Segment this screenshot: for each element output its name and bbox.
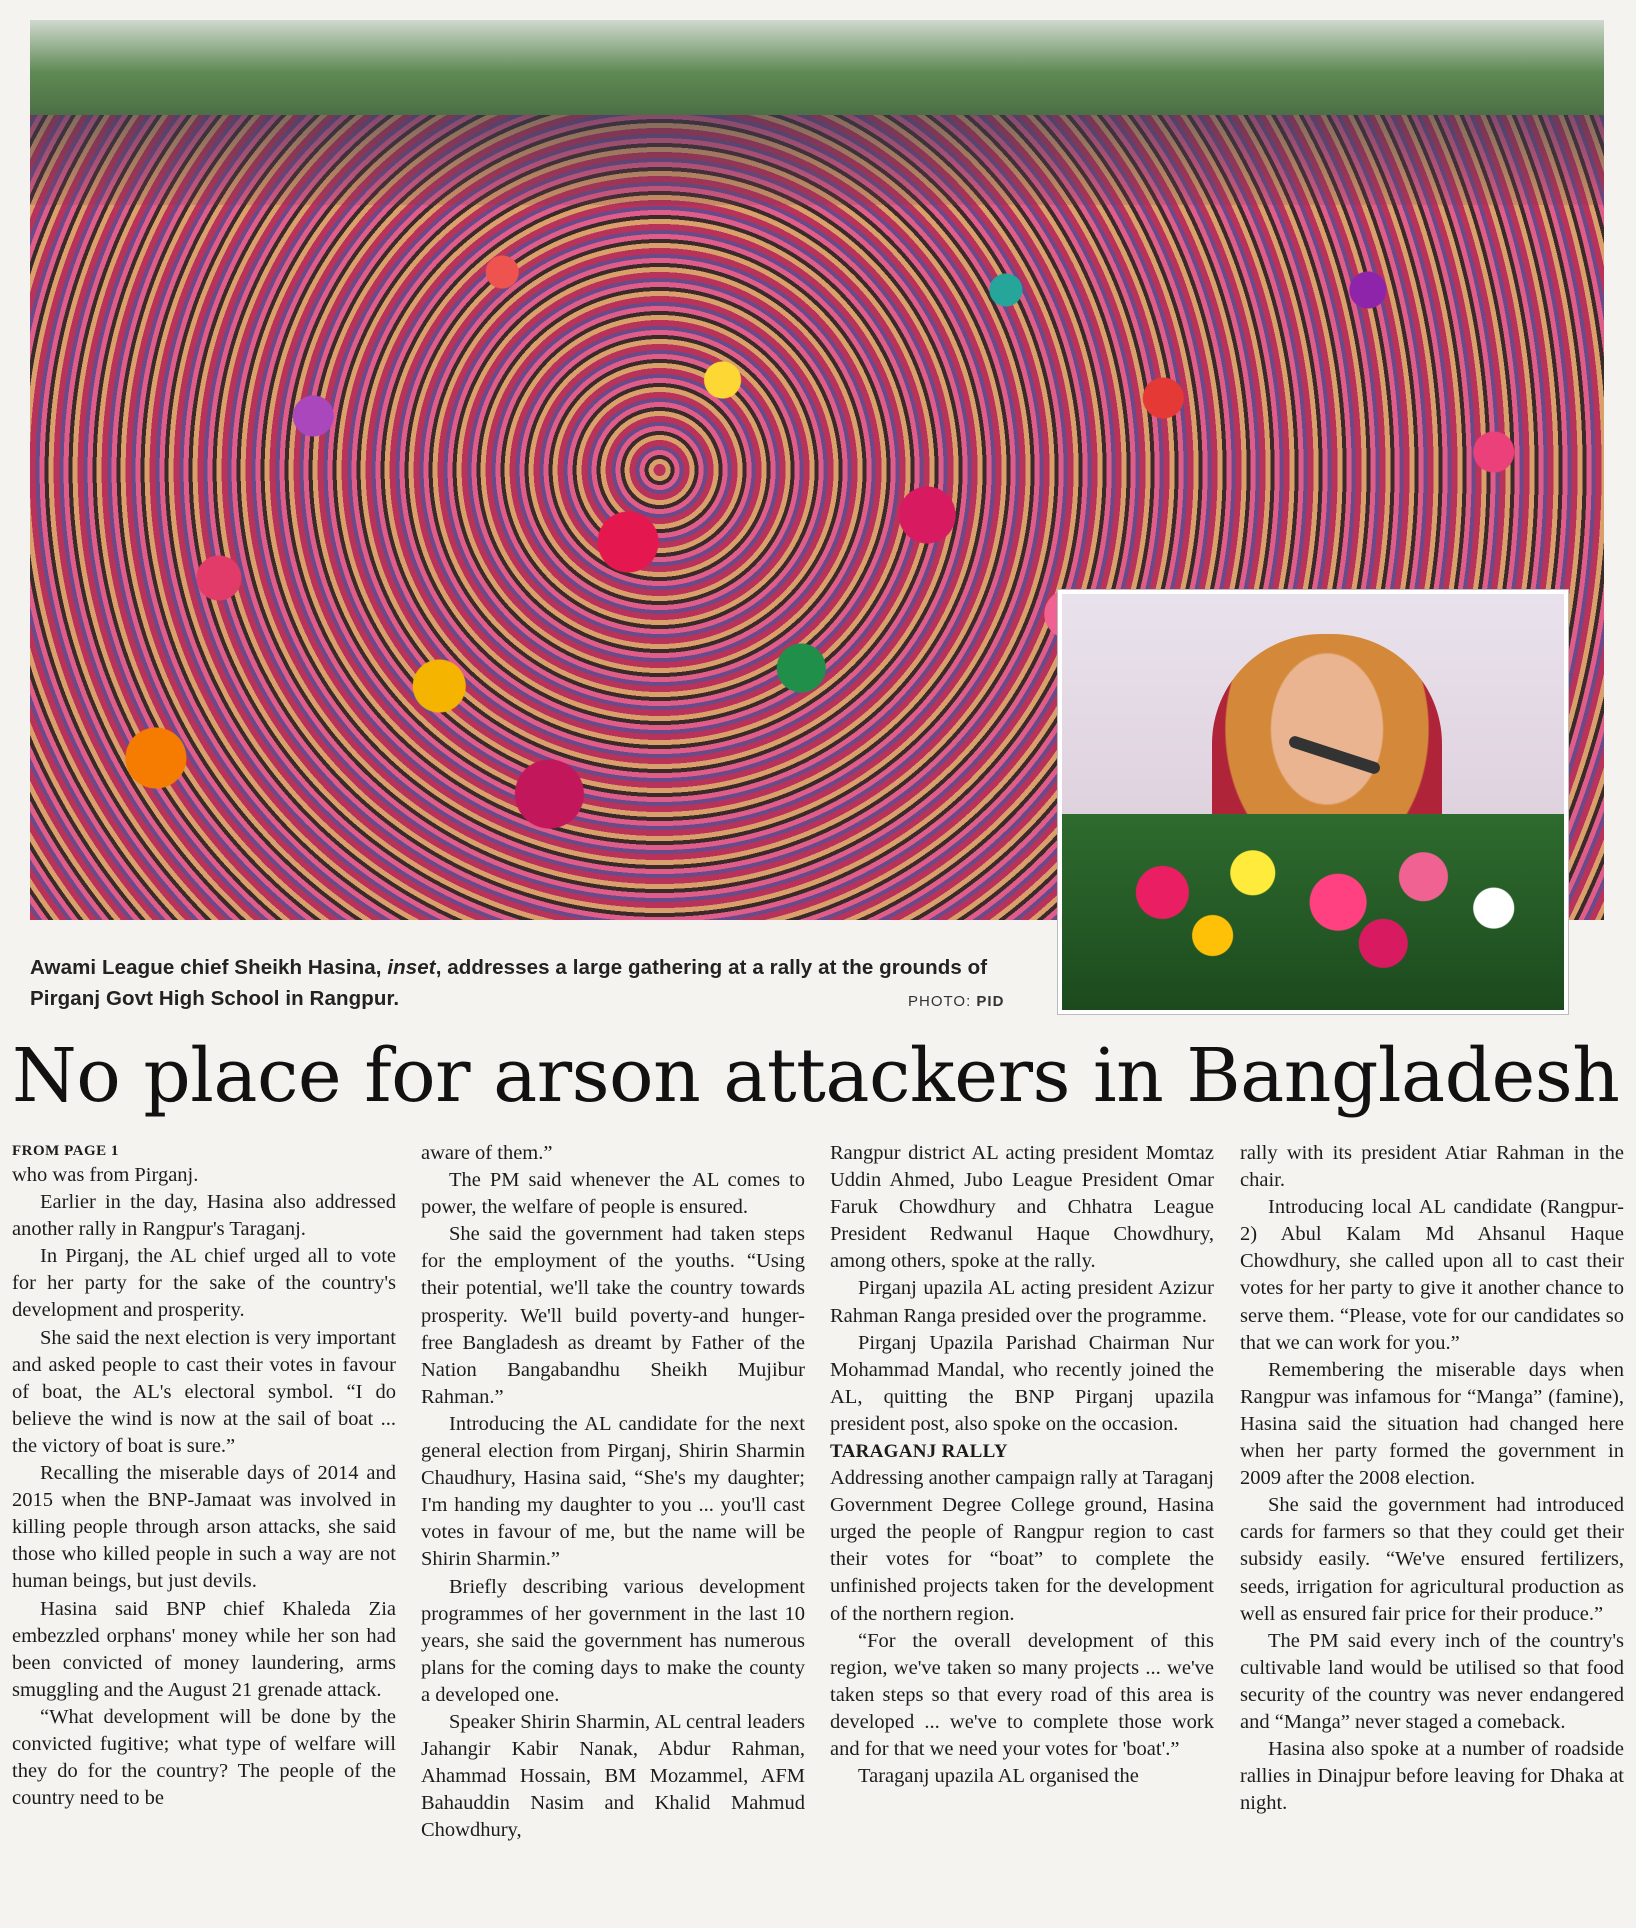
inset-photo-speaker [1058,590,1568,1014]
photo-credit-label: PHOTO: [908,993,977,1010]
paragraph: Rangpur district AL acting president Momtaz Uddin Ahmed, Jubo League President Omar Faruk Chowdhury and Chhatra League President Redwanul Haque Chowdhury, among others, spoke at the rally. [830,1142,1214,1273]
paragraph: who was from Pirganj. [12,1164,199,1186]
paragraph: She said the government had introduced cards for farmers so that they could get their subsidy easily. “We've ensured fertilizers, seeds, irrigation for agricultural production as well as ensured fair price for their produce.” [1240,1494,1624,1625]
paragraph: “For the overall development of this region, we've taken so many projects ... we've taken steps so that every road of this area is developed ... we've to complete those work and for that we need your votes for 'boat'.” [830,1629,1214,1760]
photo-stage-area [30,115,1604,205]
paragraph: aware of them.” [421,1142,553,1164]
paragraph: “What development will be done by the convicted fugitive; what type of welfare will they do for the country? The people of the country need to be [12,1705,396,1810]
caption-text-2: , addresses a large gathering at a rally at the grounds of Pirganj Govt High School in Rangpur. [30,956,988,1010]
photo-caption [30,952,1020,1014]
paragraph: Pirganj upazila AL acting president Azizur Rahman Ranga presided over the programme. [830,1277,1214,1327]
from-page-label: FROM PAGE 1 [12,1143,119,1159]
paragraph: She said the next election is very important and asked people to cast their votes in favour of boat, the AL's electoral symbol. “I do believe the wind is now at the sail of boat ... the victory of boat is sure.” [12,1326,396,1457]
photo-treeline [30,20,1604,115]
headline: No place for arson attackers in Bangladesh [12,1033,1620,1119]
paragraph: She said the government had taken steps for the employment of the youths. “Using their potential, we'll take the country towards prosperity. We'll build poverty-and hunger-free Bangladesh as dreamt by Father of the Nation Bangabandhu Sheikh Mujibur Rahman.” [421,1223,805,1408]
paragraph: Speaker Shirin Sharmin, AL central leaders Jahangir Kabir Nanak, Abdur Rahman, Ahammad Hossain, BM Mozammel, AFM Bahauddin Nasim and Khalid Mahmud Chowdhury, [421,1710,805,1842]
caption-inset-word: inset [387,956,436,979]
paragraph: Remembering the miserable days when Rangpur was infamous for “Manga” (famine), Hasina said the situation had changed here when her party formed the government in 2009 after the 2008 election. [1240,1358,1624,1490]
paragraph: Recalling the miserable days of 2014 and 2015 when the BNP-Jamaat was involved in killing people through arson attacks, she said those who killed people in such a way are not human beings, but just devils. [12,1462,396,1593]
article-column-1 [12,1140,396,1920]
paragraph: Briefly describing various development programmes of her government in the last 10 years, she said the government has numerous plans for the coming days to make the county a developed one. [421,1575,805,1706]
paragraph: Addressing another campaign rally at Taraganj Government Degree College ground, Hasina urged the people of Rangpur region to cast their votes for “boat” to complete the unfinished projects taken for the development of the northern region. [830,1467,1214,1625]
section-subhead: TARAGANJ RALLY [830,1441,1008,1463]
photo-credit-source: PID [976,993,1005,1010]
caption-text-1: Awami League chief Sheikh Hasina, [30,956,388,979]
paragraph: Hasina said BNP chief Khaleda Zia embezzled orphans' money while her son had been convicted of money laundering, arms smuggling and the August 21 grenade attack. [12,1597,396,1701]
paragraph: In Pirganj, the AL chief urged all to vote for her party for the sake of the country's development and prosperity. [12,1245,396,1322]
paragraph: Pirganj Upazila Parishad Chairman Nur Mohammad Mandal, who recently joined the AL, quitting the BNP Pirganj upazila president post, also spoke on the occasion. [830,1331,1214,1435]
article-column-4 [1240,1140,1624,1920]
paragraph: Earlier in the day, Hasina also addressed another rally in Rangpur's Taraganj. [12,1191,396,1241]
article-column-3 [830,1140,1214,1920]
paragraph: Hasina also spoke at a number of roadside rallies in Dinajpur before leaving for Dhaka at night. [1240,1738,1624,1815]
paragraph: Taraganj upazila AL organised the [858,1765,1139,1788]
paragraph: Introducing the AL candidate for the next general election from Pirganj, Shirin Sharmin Chaudhury, Hasina said, “She's my daughter; I'm handing my daughter to you ... you'll cast votes in favour of me, but the name will be Shirin Sharmin.” [421,1412,805,1571]
photo-credit [908,993,1004,1010]
paragraph: The PM said every inch of the country's cultivable land would be utilised so that food security of the country was never endangered and “Manga” never staged a comeback. [1240,1629,1624,1733]
paragraph: rally with its president Atiar Rahman in the chair. [1240,1142,1624,1192]
inset-flower-podium [1062,814,1564,1010]
article-column-2 [421,1140,805,1920]
paragraph: The PM said whenever the AL comes to power, the welfare of people is ensured. [421,1169,805,1219]
paragraph: Introducing local AL candidate (Rangpur-2) Abul Kalam Md Ahsanul Haque Chowdhury, she called upon all to cast their votes for her party to give it another chance to serve them. “Please, vote for our candidates so that we can work for you.” [1240,1196,1624,1354]
